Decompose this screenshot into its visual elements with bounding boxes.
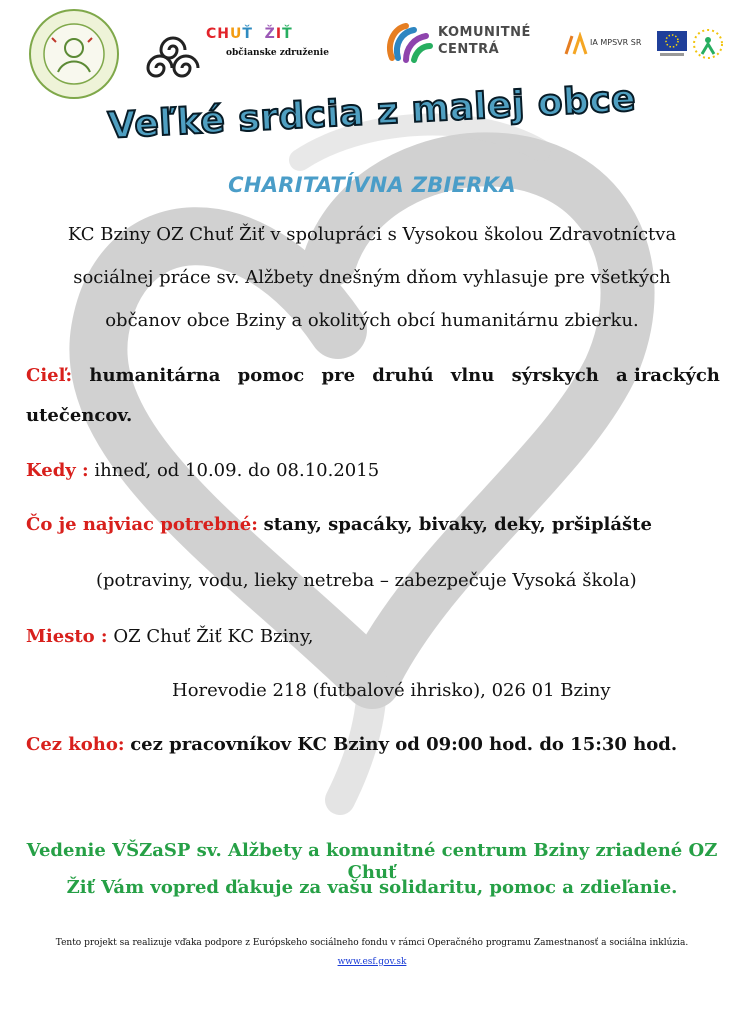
when-line — [26, 460, 379, 482]
needed-note: (potraviny, vodu, lieky netreba – zabezpečuje Vysoká škola) — [96, 570, 637, 591]
chut-zit-name: CHUŤ ŽIŤ — [206, 26, 293, 42]
vszasp-seal-logo — [28, 8, 120, 100]
via-line — [26, 734, 677, 756]
ia-mpsvr-logo — [562, 32, 654, 58]
hands-icon — [384, 18, 434, 64]
place-address: Horevodie 218 (futbalové ihrisko), 026 01 Bziny — [172, 680, 611, 701]
eu-flag-logo — [656, 30, 688, 58]
chut-zit-subtitle: občianske združenie — [226, 48, 329, 58]
via-label: Cez koho: — [26, 734, 125, 755]
page-title: Veľké srdcia z malej obce — [106, 78, 638, 147]
goal-word: sýrskych — [511, 365, 599, 386]
goal-word: druhú — [372, 365, 434, 386]
intro-line-1: KC Bziny OZ Chuť Žiť v spolupráci s Vysokou školou Zdravotníctva — [67, 224, 677, 245]
page-subtitle: CHARITATÍVNA ZBIERKA — [228, 173, 516, 197]
ia-label: IA MPSVR SR — [590, 38, 642, 47]
intro-line-2: sociálnej práce sv. Alžbety dnešným dňom vyhlasuje pre všetkých — [73, 267, 671, 288]
chut-zit-logo — [206, 26, 336, 58]
needed-line — [26, 514, 652, 536]
goal-word: humanitárna — [89, 365, 221, 386]
via-value: cez pracovníkov KC Bziny od 09:00 hod. do 15:30 hod. — [130, 734, 678, 755]
goal-line — [26, 365, 720, 387]
goal-word: vlnu — [450, 365, 495, 386]
kc-line2: CENTRÁ — [438, 42, 500, 57]
thanks-line-1: Vedenie VŠZaSP sv. Alžbety a komunitné centrum Bziny zriadené OZ Chuť — [26, 840, 718, 883]
triskelion-logo — [140, 20, 206, 86]
esf-link[interactable]: www.esf.gov.sk — [337, 957, 407, 967]
place-label: Miesto : — [26, 626, 108, 647]
goal-continuation: utečencov. — [26, 405, 133, 426]
footer-note: Tento projekt sa realizuje vďaka podpore z Európskeho sociálneho fondu v rámci Operačného programu Zamestnanosť a sociálna inklúzia. — [55, 938, 689, 948]
komunitne-centra-logo — [384, 18, 554, 68]
social-inclusion-logo — [690, 28, 726, 64]
goal-word: pre — [321, 365, 356, 386]
thanks-line-2: Žiť Vám vopred ďakuje za vašu solidaritu, pomoc a zdieľanie. — [66, 877, 678, 898]
footer-link-wrap — [0, 957, 744, 967]
needed-label: Čo je najviac potrebné: — [26, 514, 258, 535]
when-value: ihneď, od 10.09. do 08.10.2015 — [94, 460, 380, 481]
goal-word: a irackých — [616, 365, 720, 386]
ia-mark-icon — [562, 32, 588, 58]
kc-line1: KOMUNITNÉ — [438, 25, 531, 40]
when-label: Kedy : — [26, 460, 89, 481]
goal-word: pomoc — [237, 365, 305, 386]
place-value: OZ Chuť Žiť KC Bziny, — [113, 626, 314, 647]
intro-line-3: občanov obce Bziny a okolitých obcí humanitárnu zbierku. — [105, 310, 639, 331]
place-line — [26, 626, 313, 648]
needed-value: stany, spacáky, bivaky, deky, pršiplášte — [263, 514, 652, 535]
goal-label: Cieľ: — [26, 365, 73, 386]
